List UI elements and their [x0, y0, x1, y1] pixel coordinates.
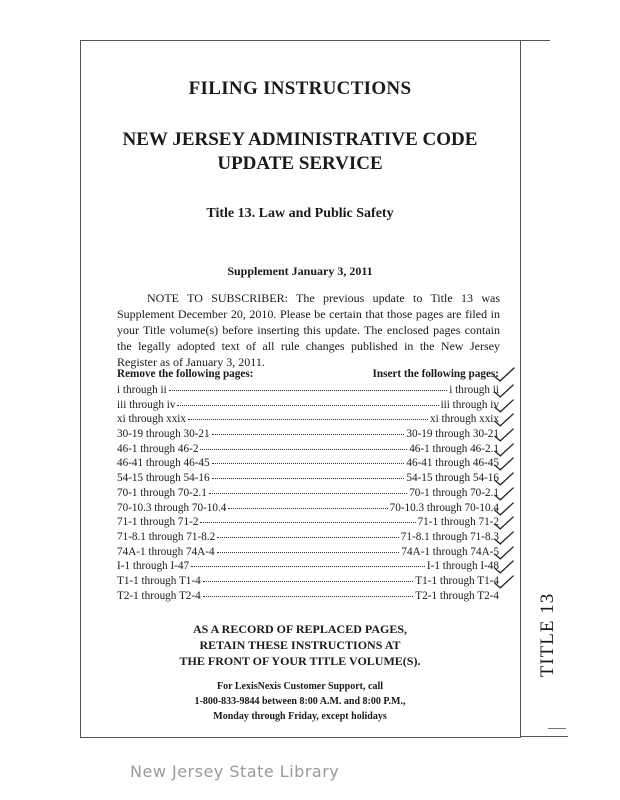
insert-range: 71-1 through 71-2: [417, 516, 499, 529]
insert-range: 70-1 through 70-2.1: [409, 486, 499, 499]
check-mark-icon: [492, 384, 516, 399]
code-heading-line1: NEW JERSEY ADMINISTRATIVE CODE: [122, 129, 478, 150]
check-marks: [492, 366, 520, 590]
support-line1: For LexisNexis Customer Support, call: [216, 681, 383, 692]
page-list: [117, 367, 499, 602]
dot-leader: [191, 556, 425, 567]
remove-range: T2-1 through T2-4: [117, 589, 201, 602]
tab-bottom-rule: [520, 736, 568, 737]
remove-range: 74A-1 through 74A-4: [117, 545, 215, 558]
insert-header: Insert the following pages:: [372, 368, 499, 380]
dot-leader: [228, 498, 387, 509]
insert-range: xi through xxix: [430, 413, 499, 426]
record-line2: RETAIN THESE INSTRUCTIONS AT: [199, 638, 401, 652]
dot-leader: [212, 424, 405, 435]
page-row: [117, 588, 499, 603]
remove-range: xi through xxix: [117, 413, 186, 426]
code-heading: [80, 128, 520, 176]
tab-divider: [520, 40, 521, 736]
library-stamp: New Jersey State Library: [130, 762, 340, 781]
remove-range: 71-8.1 through 71-8.2: [117, 530, 216, 543]
dot-leader: [203, 586, 414, 597]
dot-leader: [188, 409, 428, 420]
remove-range: I-1 through I-47: [117, 560, 190, 573]
check-mark-icon: [492, 560, 516, 575]
insert-range: 54-15 through 54-16: [406, 472, 499, 485]
dot-leader: [203, 571, 414, 582]
insert-range: I-1 through I-48: [426, 560, 499, 573]
remove-range: iii through iv: [117, 398, 176, 411]
dot-leader: [209, 483, 407, 494]
remove-range: 46-41 through 46-45: [117, 457, 210, 470]
dot-leader: [200, 512, 415, 523]
check-mark-icon: [492, 487, 516, 502]
insert-range: 74A-1 through 74A-5: [401, 545, 499, 558]
check-mark-icon: [492, 546, 516, 561]
insert-range: iii through iv: [440, 398, 499, 411]
dot-leader: [217, 527, 399, 538]
page-list-rows: [117, 382, 499, 602]
tab-dash: [548, 728, 566, 729]
remove-range: 46-1 through 46-2: [117, 442, 199, 455]
remove-range: 54-15 through 54-16: [117, 472, 210, 485]
insert-range: i through ii: [449, 384, 499, 396]
check-mark-icon: [492, 531, 516, 546]
code-heading-line2: UPDATE SERVICE: [217, 153, 383, 174]
customer-support: [80, 679, 520, 724]
dot-leader: [212, 468, 405, 479]
record-line3: THE FRONT OF YOUR TITLE VOLUME(S).: [179, 654, 421, 668]
remove-header: Remove the following pages:: [117, 368, 254, 380]
check-mark-icon: [492, 428, 516, 443]
check-mark-icon: [492, 472, 516, 487]
document-title: FILING INSTRUCTIONS: [188, 78, 412, 99]
record-notice: [80, 621, 520, 669]
subscriber-note: [117, 290, 500, 370]
check-mark-icon: [492, 502, 516, 517]
remove-range: 30-19 through 30-21: [117, 428, 210, 441]
insert-range: 30-19 through 30-21: [406, 428, 499, 441]
remove-range: T1-1 through T1-4: [117, 574, 201, 587]
supplement-date: Supplement January 3, 2011: [227, 264, 373, 278]
remove-range: 70-10.3 through 70-10.4: [117, 501, 227, 514]
remove-range: 70-1 through 70-2.1: [117, 486, 207, 499]
insert-range: 46-41 through 46-45: [406, 457, 499, 470]
title-tab-label: TITLE 13: [537, 592, 558, 678]
check-mark-icon: [492, 413, 516, 428]
support-line3: Monday through Friday, except holidays: [213, 711, 387, 722]
insert-range: T2-1 through T2-4: [415, 589, 499, 602]
dot-leader: [169, 380, 448, 391]
check-mark-icon: [492, 516, 516, 531]
insert-range: 71-8.1 through 71-8.3: [400, 530, 499, 543]
insert-range: 46-1 through 46-2.1: [409, 442, 499, 455]
check-mark-icon: [492, 457, 516, 472]
remove-range: 71-1 through 71-2: [117, 516, 199, 529]
dot-leader: [200, 439, 407, 450]
support-line2: 1-800-833-9844 between 8:00 A.M. and 8:00 P.M.,: [194, 696, 406, 707]
dot-leader: [217, 542, 400, 553]
dot-leader: [212, 453, 405, 464]
insert-range: T1-1 through T1-4: [415, 574, 499, 587]
check-mark-icon: [492, 443, 516, 458]
check-mark-icon: [492, 399, 516, 414]
check-mark-icon: [492, 366, 516, 384]
remove-range: i through ii: [117, 384, 167, 396]
title-name: Title 13. Law and Public Safety: [206, 206, 394, 221]
subscriber-note-text: NOTE TO SUBSCRIBER: The previous update to Title 13 was Supplement December 20, 2010. Please be certain that those pages are filed in your Title volume(s) before inserting this update. The enclosed pages contain the legally adopted text of all rule changes published in the New Jersey Register as of January 3, 2011.: [117, 291, 500, 369]
dot-leader: [177, 395, 438, 406]
tab-top-rule: [520, 40, 550, 41]
insert-range: 70-10.3 through 70-10.4: [389, 501, 499, 514]
check-mark-icon: [492, 575, 516, 590]
record-line1: AS A RECORD OF REPLACED PAGES,: [192, 622, 408, 636]
